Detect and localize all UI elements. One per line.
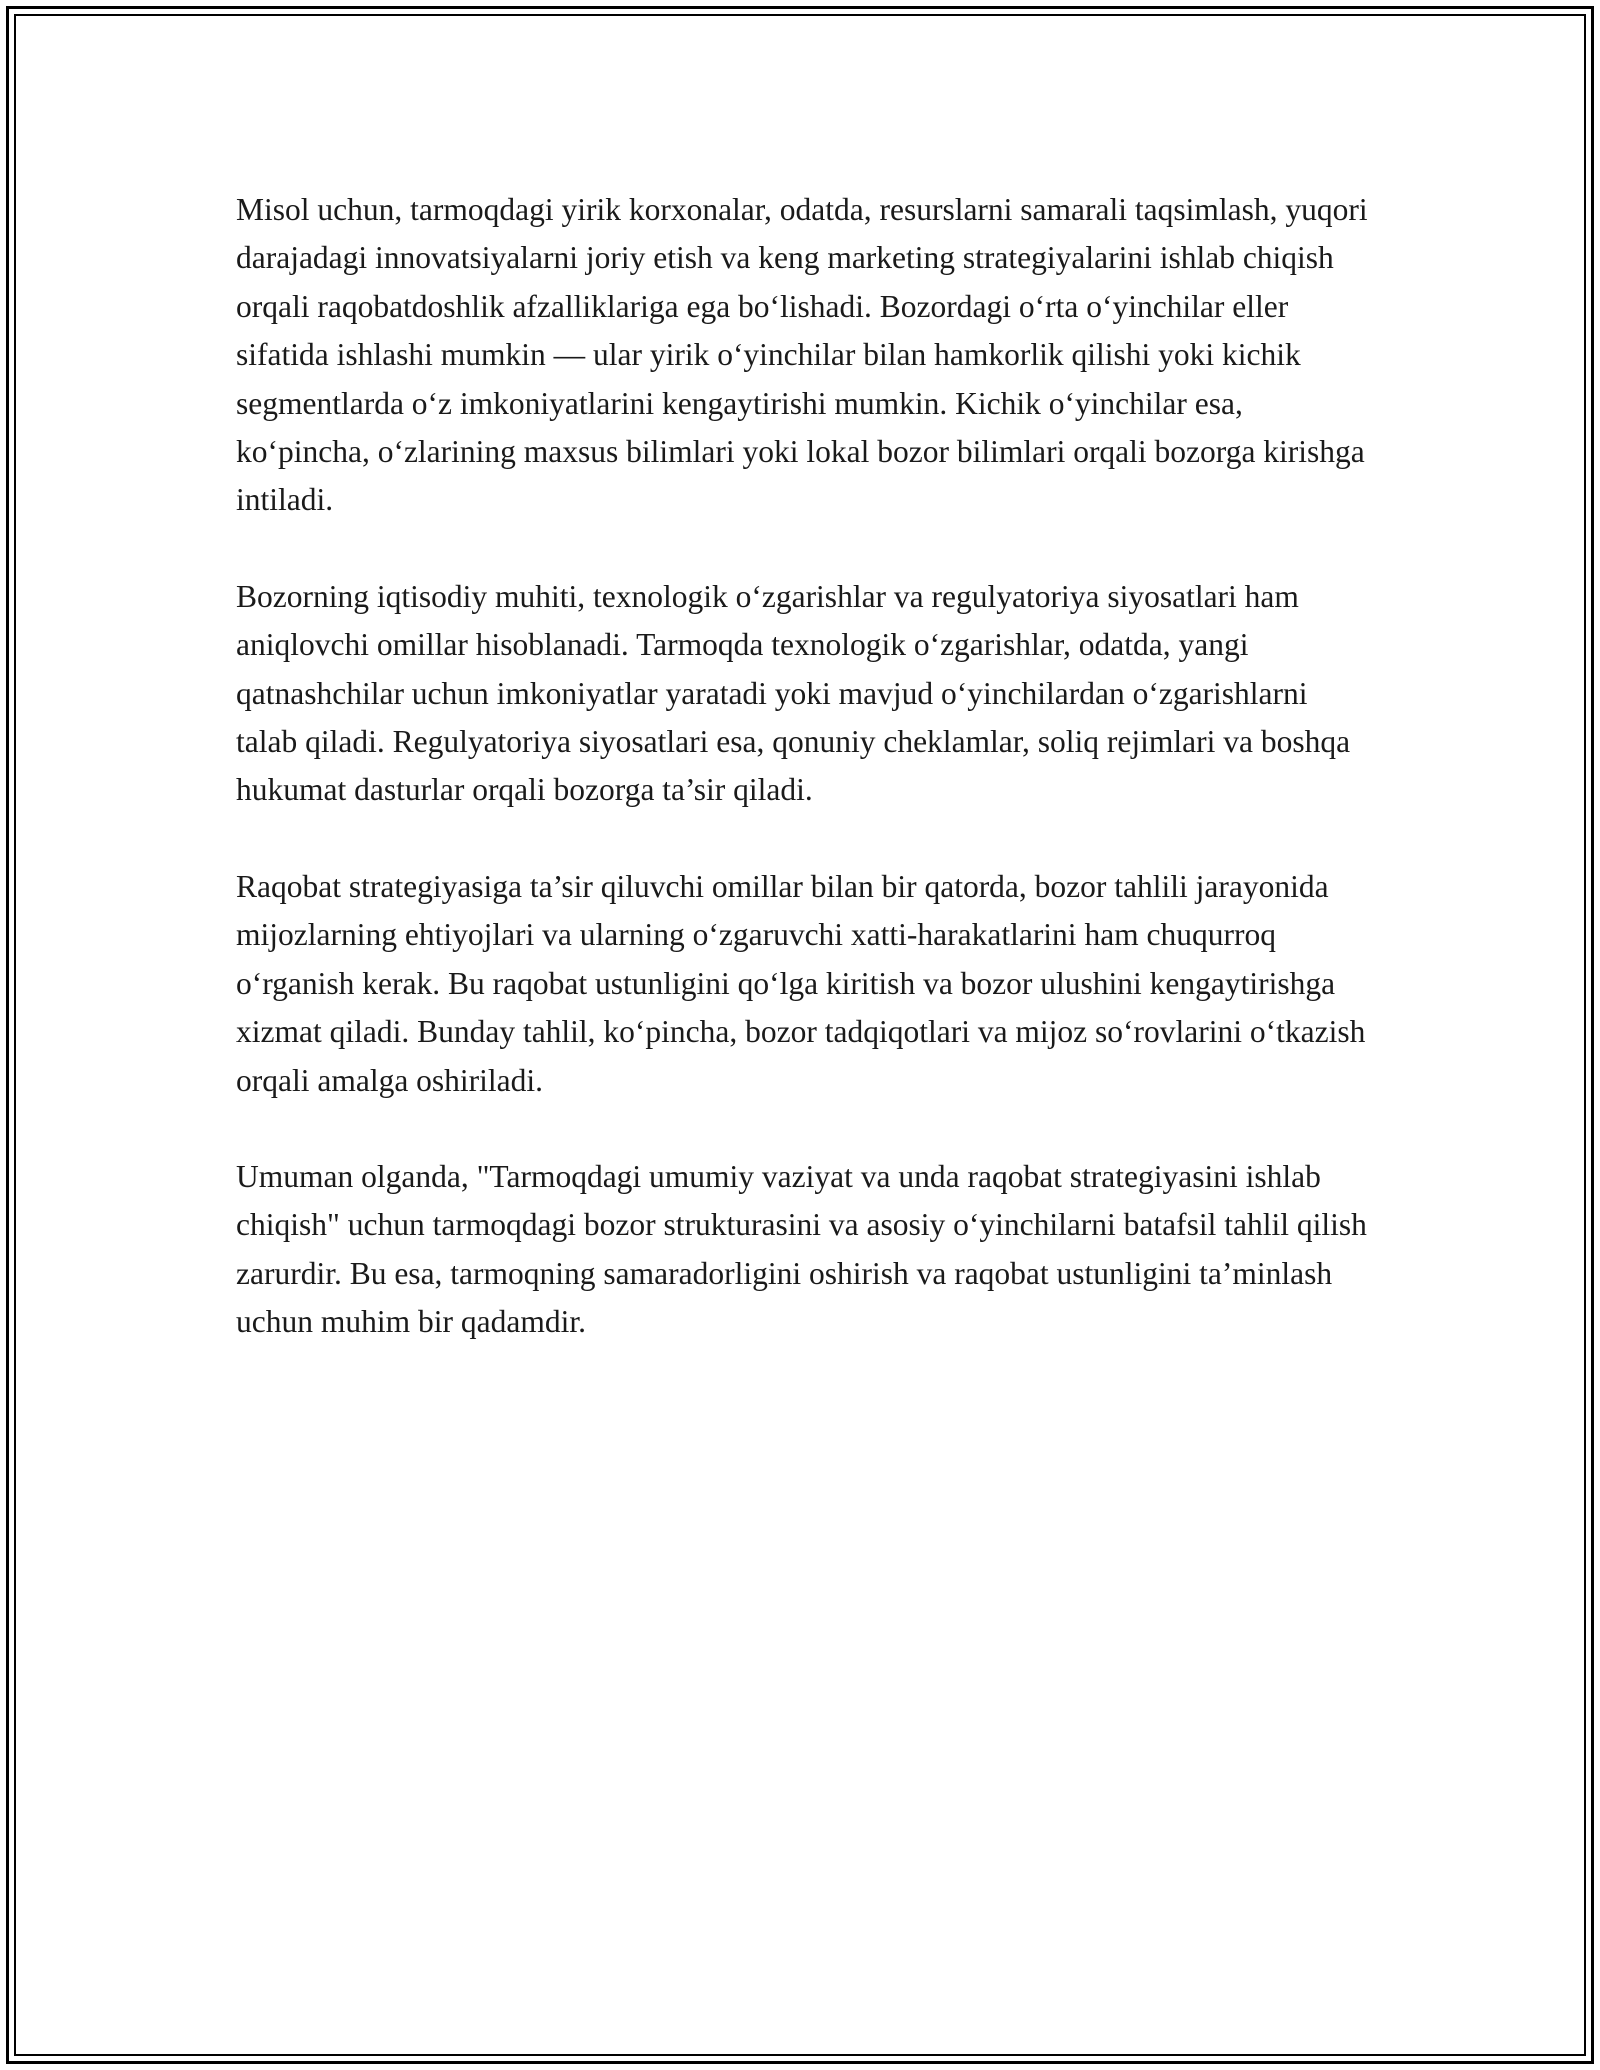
paragraph-3: Raqobat strategiyasiga ta’sir qiluvchi omillar bilan bir qatorda, bozor tahlili jarayonida mijozlarning ehtiyojlari va ularning o‘zgaruvchi xatti-harakatlarini ham chuqurroq o‘rganish kerak. Bu raqobat ustunligini qo‘lga kiritish va bozor ulushini kengaytirishga xizmat qiladi. Bunday tahlil, ko‘pincha, bozor tadqiqotlari va mijoz so‘rovlarini o‘tkazish orqali amalga oshiriladi. (236, 868, 1366, 1098)
document-body (236, 186, 1374, 1395)
paragraph-1: Misol uchun, tarmoqdagi yirik korxonalar, odatda, resurslarni samarali taqsimlash, yuqori darajadagi innovatsiyalarni joriy etish va keng marketing strategiyalarini ishlab chiqish orqali raqobatdoshlik afzalliklariga ega bo‘lishadi. Bozordagi o‘rta o‘yinchilar eller sifatida ishlashi mumkin — ular yirik o‘yinchilar bilan hamkorlik qilishi yoki kichik segmentlarda o‘z imkoniyatlarini kengaytirishi mumkin. Kichik o‘yinchilar esa, ko‘pincha, o‘zlarining maxsus bilimlari yoki lokal bozor bilimlari orqali bozorga kirishga intiladi. (236, 192, 1368, 518)
paragraph-2: Bozorning iqtisodiy muhiti, texnologik o‘zgarishlar va regulyatoriya siyosatlari ham aniqlovchi omillar hisoblanadi. Tarmoqda texnologik o‘zgarishlar, odatda, yangi qatnashchilar uchun imkoniyatlar yaratadi yoki mavjud o‘yinchilardan o‘zgarishlarni talab qiladi. Regulyatoriya siyosatlari esa, qonuniy cheklamlar, soliq rejimlari va boshqa hukumat dasturlar orqali bozorga ta’sir qiladi. (236, 578, 1351, 808)
paragraph-4: Umuman olganda, "Tarmoqdagi umumiy vaziyat va unda raqobat strategiyasini ishlab chiqish" uchun tarmoqdagi bozor strukturasini va asosiy o‘yinchilarni batafsil tahlil qilish zarurdir. Bu esa, tarmoqning samaradorligini oshirish va raqobat ustunligini ta’minlash uchun muhim bir qadamdir. (236, 1158, 1367, 1340)
